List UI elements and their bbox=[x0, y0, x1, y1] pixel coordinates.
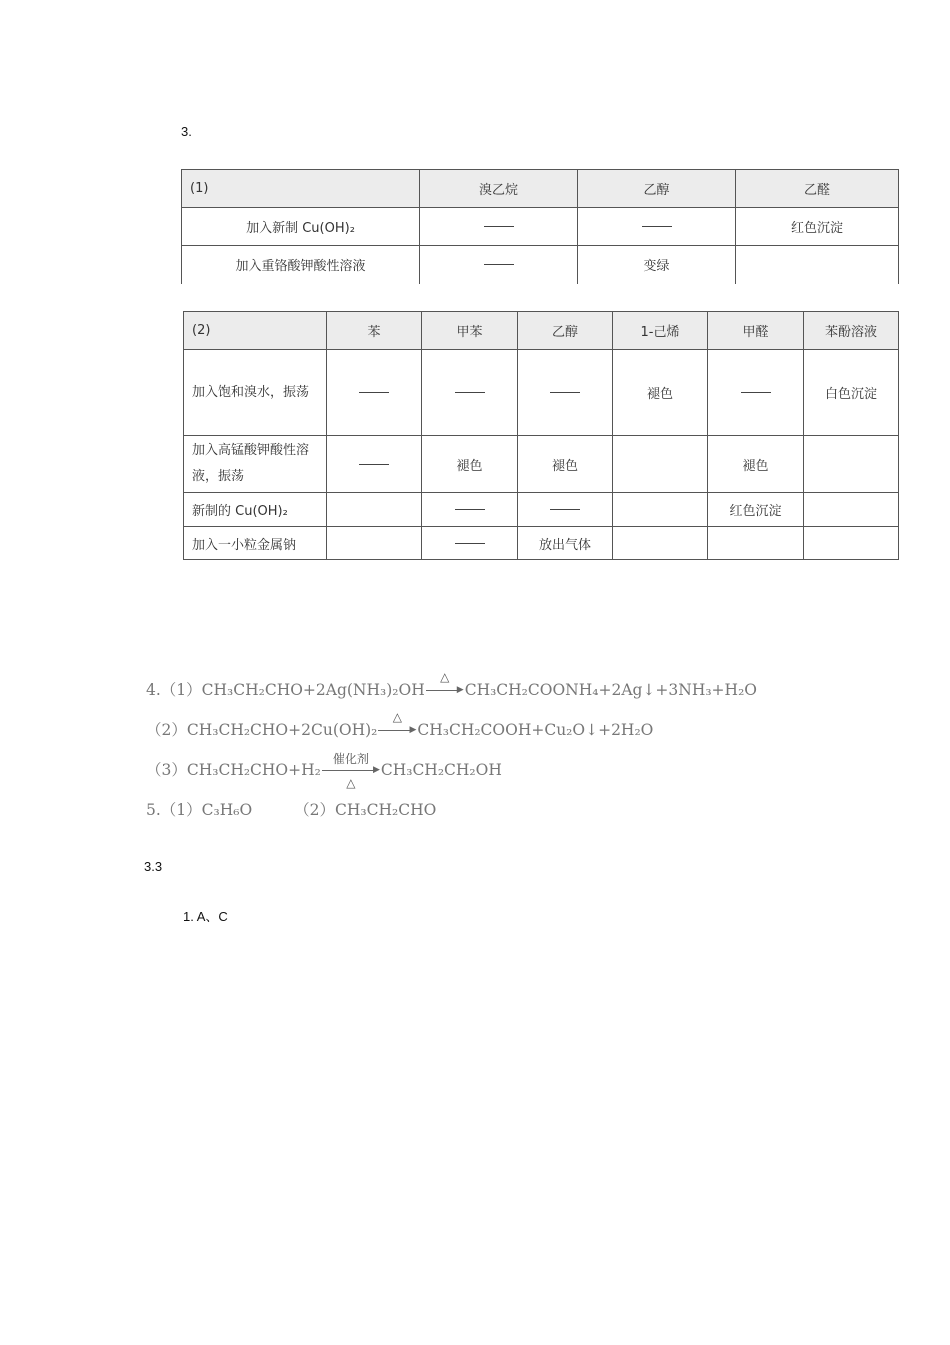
row-label: 加入一小粒金属钠 bbox=[184, 527, 327, 560]
table-cell bbox=[613, 527, 708, 560]
equation-4-3 bbox=[146, 752, 502, 790]
dash-mark bbox=[484, 226, 514, 227]
table-1-header-cell: (1) bbox=[182, 170, 420, 208]
dash-mark bbox=[741, 392, 771, 393]
row-label: 加入新制 Cu(OH)₂ bbox=[182, 208, 420, 246]
equation-reactants: CH₃CH₂CHO+H₂ bbox=[186, 761, 321, 779]
table-2-header-cell: 苯酚溶液 bbox=[804, 312, 899, 350]
table-cell bbox=[327, 350, 422, 436]
table-cell: 褪色 bbox=[422, 436, 518, 493]
table-cell bbox=[518, 493, 613, 527]
equation-prefix: （2） bbox=[146, 721, 187, 739]
equation-products: CH₃CH₂CH₂OH bbox=[380, 761, 502, 779]
table-row bbox=[182, 246, 899, 284]
table-cell bbox=[327, 527, 422, 560]
table-cell: 褪色 bbox=[708, 436, 804, 493]
equation-products: CH₃CH₂COOH+Cu₂O↓+2H₂O bbox=[417, 721, 654, 739]
table-cell bbox=[804, 493, 899, 527]
table-cell bbox=[736, 246, 899, 284]
table-2-header-row bbox=[184, 312, 899, 350]
table-1-header-cell: 乙醇 bbox=[578, 170, 736, 208]
table-cell: 放出气体 bbox=[518, 527, 613, 560]
table-2-header-cell: 乙醇 bbox=[518, 312, 613, 350]
table-cell bbox=[613, 493, 708, 527]
table-cell: 红色沉淀 bbox=[736, 208, 899, 246]
dash-mark bbox=[359, 464, 389, 465]
equation-products: CH₃CH₂COONH₄+2Ag↓+3NH₃+H₂O bbox=[464, 681, 757, 699]
equation-reactants: CH₃CH₂CHO+2Ag(NH₃)₂OH bbox=[201, 681, 425, 699]
equation-reactants: CH₃CH₂CHO+2Cu(OH)₂ bbox=[186, 721, 378, 739]
table-cell bbox=[420, 246, 578, 284]
table-2-header-cell: 甲醛 bbox=[708, 312, 804, 350]
equation-4-2 bbox=[146, 710, 654, 740]
dash-mark bbox=[550, 509, 580, 510]
dash-mark bbox=[642, 226, 672, 227]
row-label: 新制的 Cu(OH)₂ bbox=[184, 493, 327, 527]
table-cell bbox=[327, 436, 422, 493]
table-2-header-cell: 苯 bbox=[327, 312, 422, 350]
dash-mark bbox=[455, 392, 485, 393]
table-cell bbox=[420, 208, 578, 246]
dash-mark bbox=[455, 543, 485, 544]
table-cell: 白色沉淀 bbox=[804, 350, 899, 436]
table-row bbox=[182, 208, 899, 246]
answer-prefix-2: （2） bbox=[294, 801, 336, 819]
table-2 bbox=[183, 311, 899, 560]
table-cell: 红色沉淀 bbox=[708, 493, 804, 527]
equation-prefix: 4.（1） bbox=[146, 681, 202, 699]
arrow-condition: △ bbox=[346, 776, 356, 790]
table-row bbox=[184, 493, 899, 527]
table-cell bbox=[327, 493, 422, 527]
arrow-condition: △ bbox=[392, 710, 402, 724]
table-1-header-cell: 溴乙烷 bbox=[420, 170, 578, 208]
row-label: 加入重铬酸钾酸性溶液 bbox=[182, 246, 420, 284]
dash-mark bbox=[455, 509, 485, 510]
answer-part-2: CH₃CH₂CHO bbox=[335, 801, 437, 819]
table-cell bbox=[804, 527, 899, 560]
table-cell bbox=[708, 350, 804, 436]
table-2-header-cell: 1-己烯 bbox=[613, 312, 708, 350]
dash-mark bbox=[550, 392, 580, 393]
table-cell bbox=[422, 493, 518, 527]
table-cell bbox=[422, 350, 518, 436]
equation-4-1 bbox=[146, 670, 757, 700]
section-3-label: 3. bbox=[181, 124, 192, 139]
table-2-header-cell: 甲苯 bbox=[422, 312, 518, 350]
answer-1: 1. A、C bbox=[183, 909, 228, 924]
table-cell bbox=[708, 527, 804, 560]
row-label: 加入饱和溴水，振荡 bbox=[184, 350, 327, 436]
table-cell bbox=[422, 527, 518, 560]
table-row bbox=[184, 436, 899, 493]
table-row bbox=[184, 350, 899, 436]
equation-prefix: （3） bbox=[146, 761, 187, 779]
answer-prefix: 5.（1） bbox=[146, 801, 202, 819]
section-3-3-label: 3.3 bbox=[144, 859, 163, 874]
table-cell: 褪色 bbox=[518, 436, 613, 493]
table-cell: 褪色 bbox=[613, 350, 708, 436]
arrow-condition: △ bbox=[440, 670, 450, 684]
table-1-header-cell: 乙醛 bbox=[736, 170, 899, 208]
reaction-arrow: △ ▶ bbox=[378, 726, 416, 736]
table-2-header-cell: (2) bbox=[184, 312, 327, 350]
dash-mark bbox=[359, 392, 389, 393]
table-cell: 变绿 bbox=[578, 246, 736, 284]
table-cell bbox=[578, 208, 736, 246]
reaction-arrow: 催化剂 ▶ △ bbox=[322, 766, 380, 776]
dash-mark bbox=[484, 264, 514, 265]
answer-5 bbox=[146, 798, 436, 820]
row-label: 加入高锰酸钾酸性溶液，振荡 bbox=[184, 436, 327, 493]
arrow-condition: 催化剂 bbox=[332, 752, 369, 766]
table-1-header-row bbox=[182, 170, 899, 208]
table-cell bbox=[613, 436, 708, 493]
reaction-arrow: △ ▶ bbox=[426, 686, 464, 696]
table-row bbox=[184, 527, 899, 560]
table-cell bbox=[804, 436, 899, 493]
table-1 bbox=[181, 169, 899, 284]
answer-part-1: C₃H₆O bbox=[201, 801, 253, 819]
table-cell bbox=[518, 350, 613, 436]
